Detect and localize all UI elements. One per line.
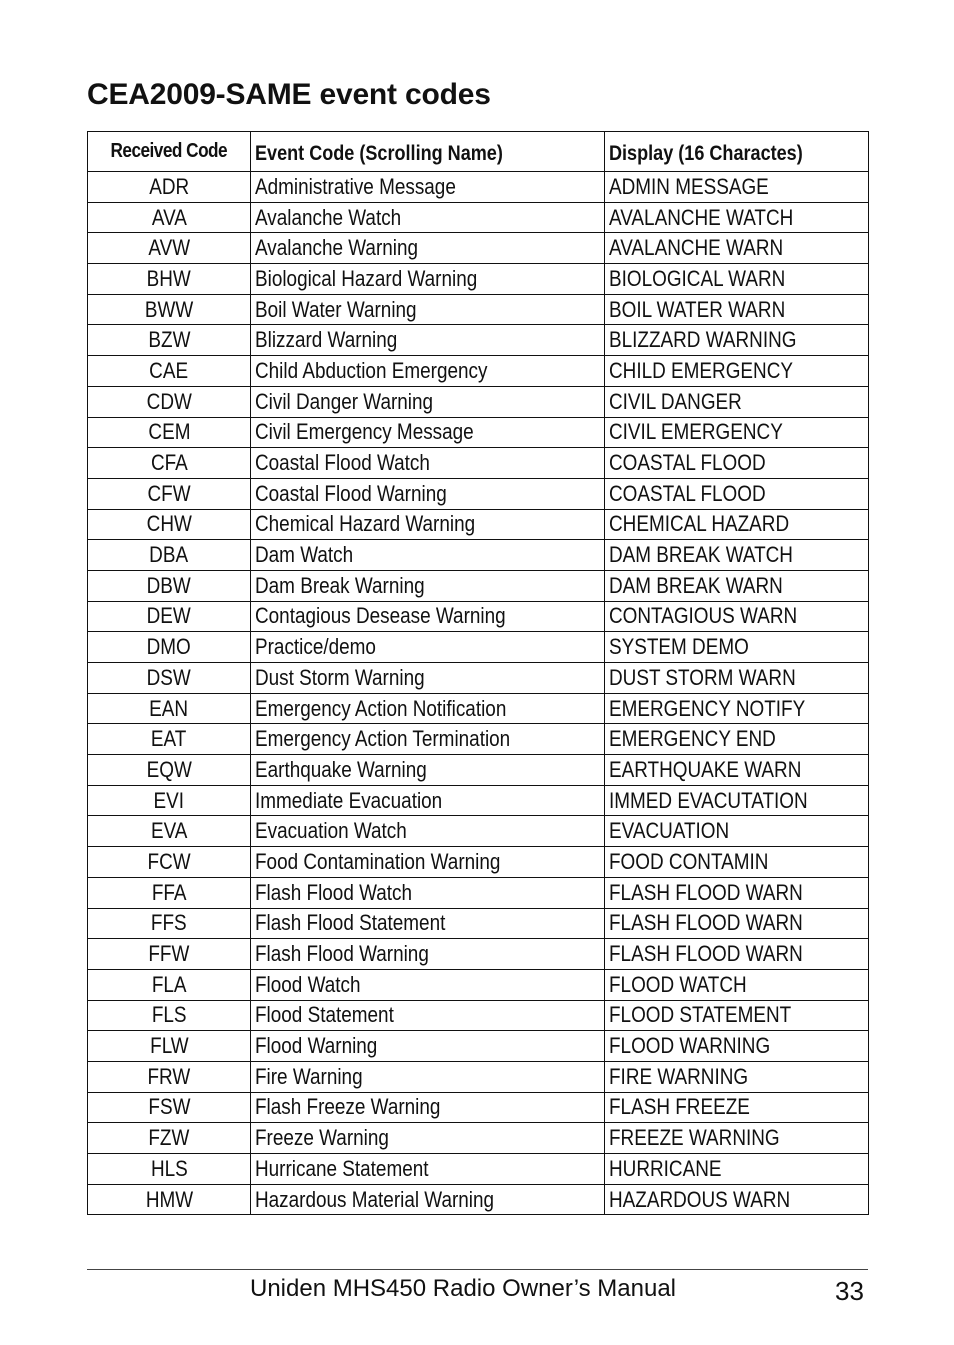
cell-event-name: Dust Storm Warning: [251, 663, 605, 694]
cell-event-name: Chemical Hazard Warning: [251, 509, 605, 540]
cell-event-name: Coastal Flood Watch: [251, 448, 605, 479]
cell-display-text: SYSTEM DEMO: [605, 632, 869, 663]
table-row: [88, 632, 869, 663]
cell-event-name: Hurricane Statement: [251, 1154, 605, 1185]
cell-event-name: Freeze Warning: [251, 1123, 605, 1154]
cell-display-text: FLASH FLOOD WARN: [605, 908, 869, 939]
header-display: Display (16 Charactes): [605, 132, 869, 172]
cell-event-name: Flash Flood Statement: [251, 908, 605, 939]
table-row: [88, 448, 869, 479]
cell-display-text: CIVIL EMERGENCY: [605, 417, 869, 448]
cell-event-name: Dam Break Warning: [251, 570, 605, 601]
cell-received-code: AVA: [88, 202, 251, 233]
table-row: [88, 233, 869, 264]
cell-display-text: FLOOD WATCH: [605, 969, 869, 1000]
cell-received-code: DMO: [88, 632, 251, 663]
cell-received-code: FSW: [88, 1092, 251, 1123]
cell-received-code: FLS: [88, 1000, 251, 1031]
table-row: [88, 1031, 869, 1062]
cell-received-code: CDW: [88, 386, 251, 417]
cell-display-text: AVALANCHE WARN: [605, 233, 869, 264]
table-row: [88, 264, 869, 295]
cell-received-code: ADR: [88, 172, 251, 203]
cell-event-name: Food Contamination Warning: [251, 847, 605, 878]
table-row: [88, 663, 869, 694]
table-row: [88, 969, 869, 1000]
cell-event-name: Flood Statement: [251, 1000, 605, 1031]
table-row: [88, 386, 869, 417]
cell-received-code: DSW: [88, 663, 251, 694]
cell-received-code: EAN: [88, 693, 251, 724]
table-row: [88, 540, 869, 571]
cell-received-code: BWW: [88, 294, 251, 325]
cell-display-text: BOIL WATER WARN: [605, 294, 869, 325]
cell-display-text: BIOLOGICAL WARN: [605, 264, 869, 295]
cell-received-code: EVI: [88, 785, 251, 816]
cell-display-text: COASTAL FLOOD: [605, 478, 869, 509]
table-row: [88, 417, 869, 448]
cell-event-name: Fire Warning: [251, 1061, 605, 1092]
cell-event-name: Flash Flood Watch: [251, 877, 605, 908]
cell-event-name: Flood Watch: [251, 969, 605, 1000]
cell-event-name: Earthquake Warning: [251, 755, 605, 786]
cell-event-name: Practice/demo: [251, 632, 605, 663]
table-row: [88, 1154, 869, 1185]
cell-received-code: FFA: [88, 877, 251, 908]
event-codes-table: [87, 131, 869, 1215]
table-row: [88, 785, 869, 816]
cell-event-name: Boil Water Warning: [251, 294, 605, 325]
cell-received-code: DEW: [88, 601, 251, 632]
cell-event-name: Blizzard Warning: [251, 325, 605, 356]
table-row: [88, 724, 869, 755]
cell-display-text: FLASH FLOOD WARN: [605, 877, 869, 908]
cell-event-name: Hazardous Material Warning: [251, 1184, 605, 1215]
cell-received-code: BZW: [88, 325, 251, 356]
cell-display-text: CIVIL DANGER: [605, 386, 869, 417]
cell-display-text: FLOOD STATEMENT: [605, 1000, 869, 1031]
cell-received-code: FZW: [88, 1123, 251, 1154]
cell-received-code: HMW: [88, 1184, 251, 1215]
table-row: [88, 202, 869, 233]
cell-display-text: DAM BREAK WATCH: [605, 540, 869, 571]
cell-event-name: Coastal Flood Warning: [251, 478, 605, 509]
cell-received-code: CAE: [88, 356, 251, 387]
cell-received-code: HLS: [88, 1154, 251, 1185]
cell-display-text: BLIZZARD WARNING: [605, 325, 869, 356]
cell-event-name: Child Abduction Emergency: [251, 356, 605, 387]
cell-event-name: Biological Hazard Warning: [251, 264, 605, 295]
cell-display-text: AVALANCHE WATCH: [605, 202, 869, 233]
table-row: [88, 294, 869, 325]
cell-display-text: FLASH FLOOD WARN: [605, 939, 869, 970]
table-row: [88, 755, 869, 786]
cell-display-text: FREEZE WARNING: [605, 1123, 869, 1154]
cell-received-code: FFW: [88, 939, 251, 970]
cell-event-name: Dam Watch: [251, 540, 605, 571]
cell-received-code: FLA: [88, 969, 251, 1000]
cell-received-code: FLW: [88, 1031, 251, 1062]
cell-display-text: CONTAGIOUS WARN: [605, 601, 869, 632]
table-row: [88, 570, 869, 601]
table-row: [88, 1000, 869, 1031]
cell-event-name: Immediate Evacuation: [251, 785, 605, 816]
cell-received-code: AVW: [88, 233, 251, 264]
cell-event-name: Avalanche Warning: [251, 233, 605, 264]
cell-event-name: Contagious Desease Warning: [251, 601, 605, 632]
header-event-code: Event Code (Scrolling Name): [251, 132, 605, 172]
table-header: [88, 132, 869, 172]
cell-event-name: Flash Flood Warning: [251, 939, 605, 970]
cell-received-code: DBA: [88, 540, 251, 571]
cell-received-code: CFA: [88, 448, 251, 479]
footer-manual-title: Uniden MHS450 Radio Owner’s Manual: [250, 1275, 676, 1302]
cell-event-name: Flash Freeze Warning: [251, 1092, 605, 1123]
table-row: [88, 877, 869, 908]
table-row: [88, 847, 869, 878]
cell-received-code: FFS: [88, 908, 251, 939]
cell-received-code: FRW: [88, 1061, 251, 1092]
cell-event-name: Emergency Action Notification: [251, 693, 605, 724]
cell-display-text: EMERGENCY END: [605, 724, 869, 755]
table-row: [88, 693, 869, 724]
cell-display-text: FLASH FREEZE: [605, 1092, 869, 1123]
cell-display-text: FIRE WARNING: [605, 1061, 869, 1092]
header-received-code: Received Code: [88, 132, 251, 172]
cell-display-text: CHILD EMERGENCY: [605, 356, 869, 387]
cell-received-code: CHW: [88, 509, 251, 540]
table-row: [88, 325, 869, 356]
cell-display-text: IMMED EVACUTATION: [605, 785, 869, 816]
page-number: 33: [835, 1276, 864, 1306]
cell-event-name: Emergency Action Termination: [251, 724, 605, 755]
table-row: [88, 172, 869, 203]
cell-event-name: Flood Warning: [251, 1031, 605, 1062]
footer-divider: [87, 1269, 868, 1270]
cell-event-name: Civil Emergency Message: [251, 417, 605, 448]
cell-received-code: EAT: [88, 724, 251, 755]
cell-display-text: ADMIN MESSAGE: [605, 172, 869, 203]
cell-display-text: FOOD CONTAMIN: [605, 847, 869, 878]
page-title: CEA2009-SAME event codes: [87, 78, 491, 111]
table-row: [88, 1061, 869, 1092]
cell-display-text: EARTHQUAKE WARN: [605, 755, 869, 786]
cell-display-text: CHEMICAL HAZARD: [605, 509, 869, 540]
table-row: [88, 478, 869, 509]
cell-received-code: DBW: [88, 570, 251, 601]
cell-display-text: DAM BREAK WARN: [605, 570, 869, 601]
cell-event-name: Administrative Message: [251, 172, 605, 203]
cell-event-name: Evacuation Watch: [251, 816, 605, 847]
table-row: [88, 816, 869, 847]
cell-received-code: CFW: [88, 478, 251, 509]
cell-received-code: BHW: [88, 264, 251, 295]
table-row: [88, 939, 869, 970]
cell-display-text: EVACUATION: [605, 816, 869, 847]
table-row: [88, 1184, 869, 1215]
cell-received-code: CEM: [88, 417, 251, 448]
cell-display-text: EMERGENCY NOTIFY: [605, 693, 869, 724]
cell-display-text: FLOOD WARNING: [605, 1031, 869, 1062]
cell-received-code: EVA: [88, 816, 251, 847]
table-body: [88, 172, 869, 1215]
header-row: [88, 132, 869, 172]
cell-display-text: HAZARDOUS WARN: [605, 1184, 869, 1215]
cell-display-text: HURRICANE: [605, 1154, 869, 1185]
cell-display-text: COASTAL FLOOD: [605, 448, 869, 479]
cell-event-name: Avalanche Watch: [251, 202, 605, 233]
table-row: [88, 601, 869, 632]
cell-event-name: Civil Danger Warning: [251, 386, 605, 417]
cell-received-code: FCW: [88, 847, 251, 878]
table-row: [88, 908, 869, 939]
table-row: [88, 1092, 869, 1123]
cell-display-text: DUST STORM WARN: [605, 663, 869, 694]
cell-received-code: EQW: [88, 755, 251, 786]
table-row: [88, 1123, 869, 1154]
table-row: [88, 509, 869, 540]
table-row: [88, 356, 869, 387]
